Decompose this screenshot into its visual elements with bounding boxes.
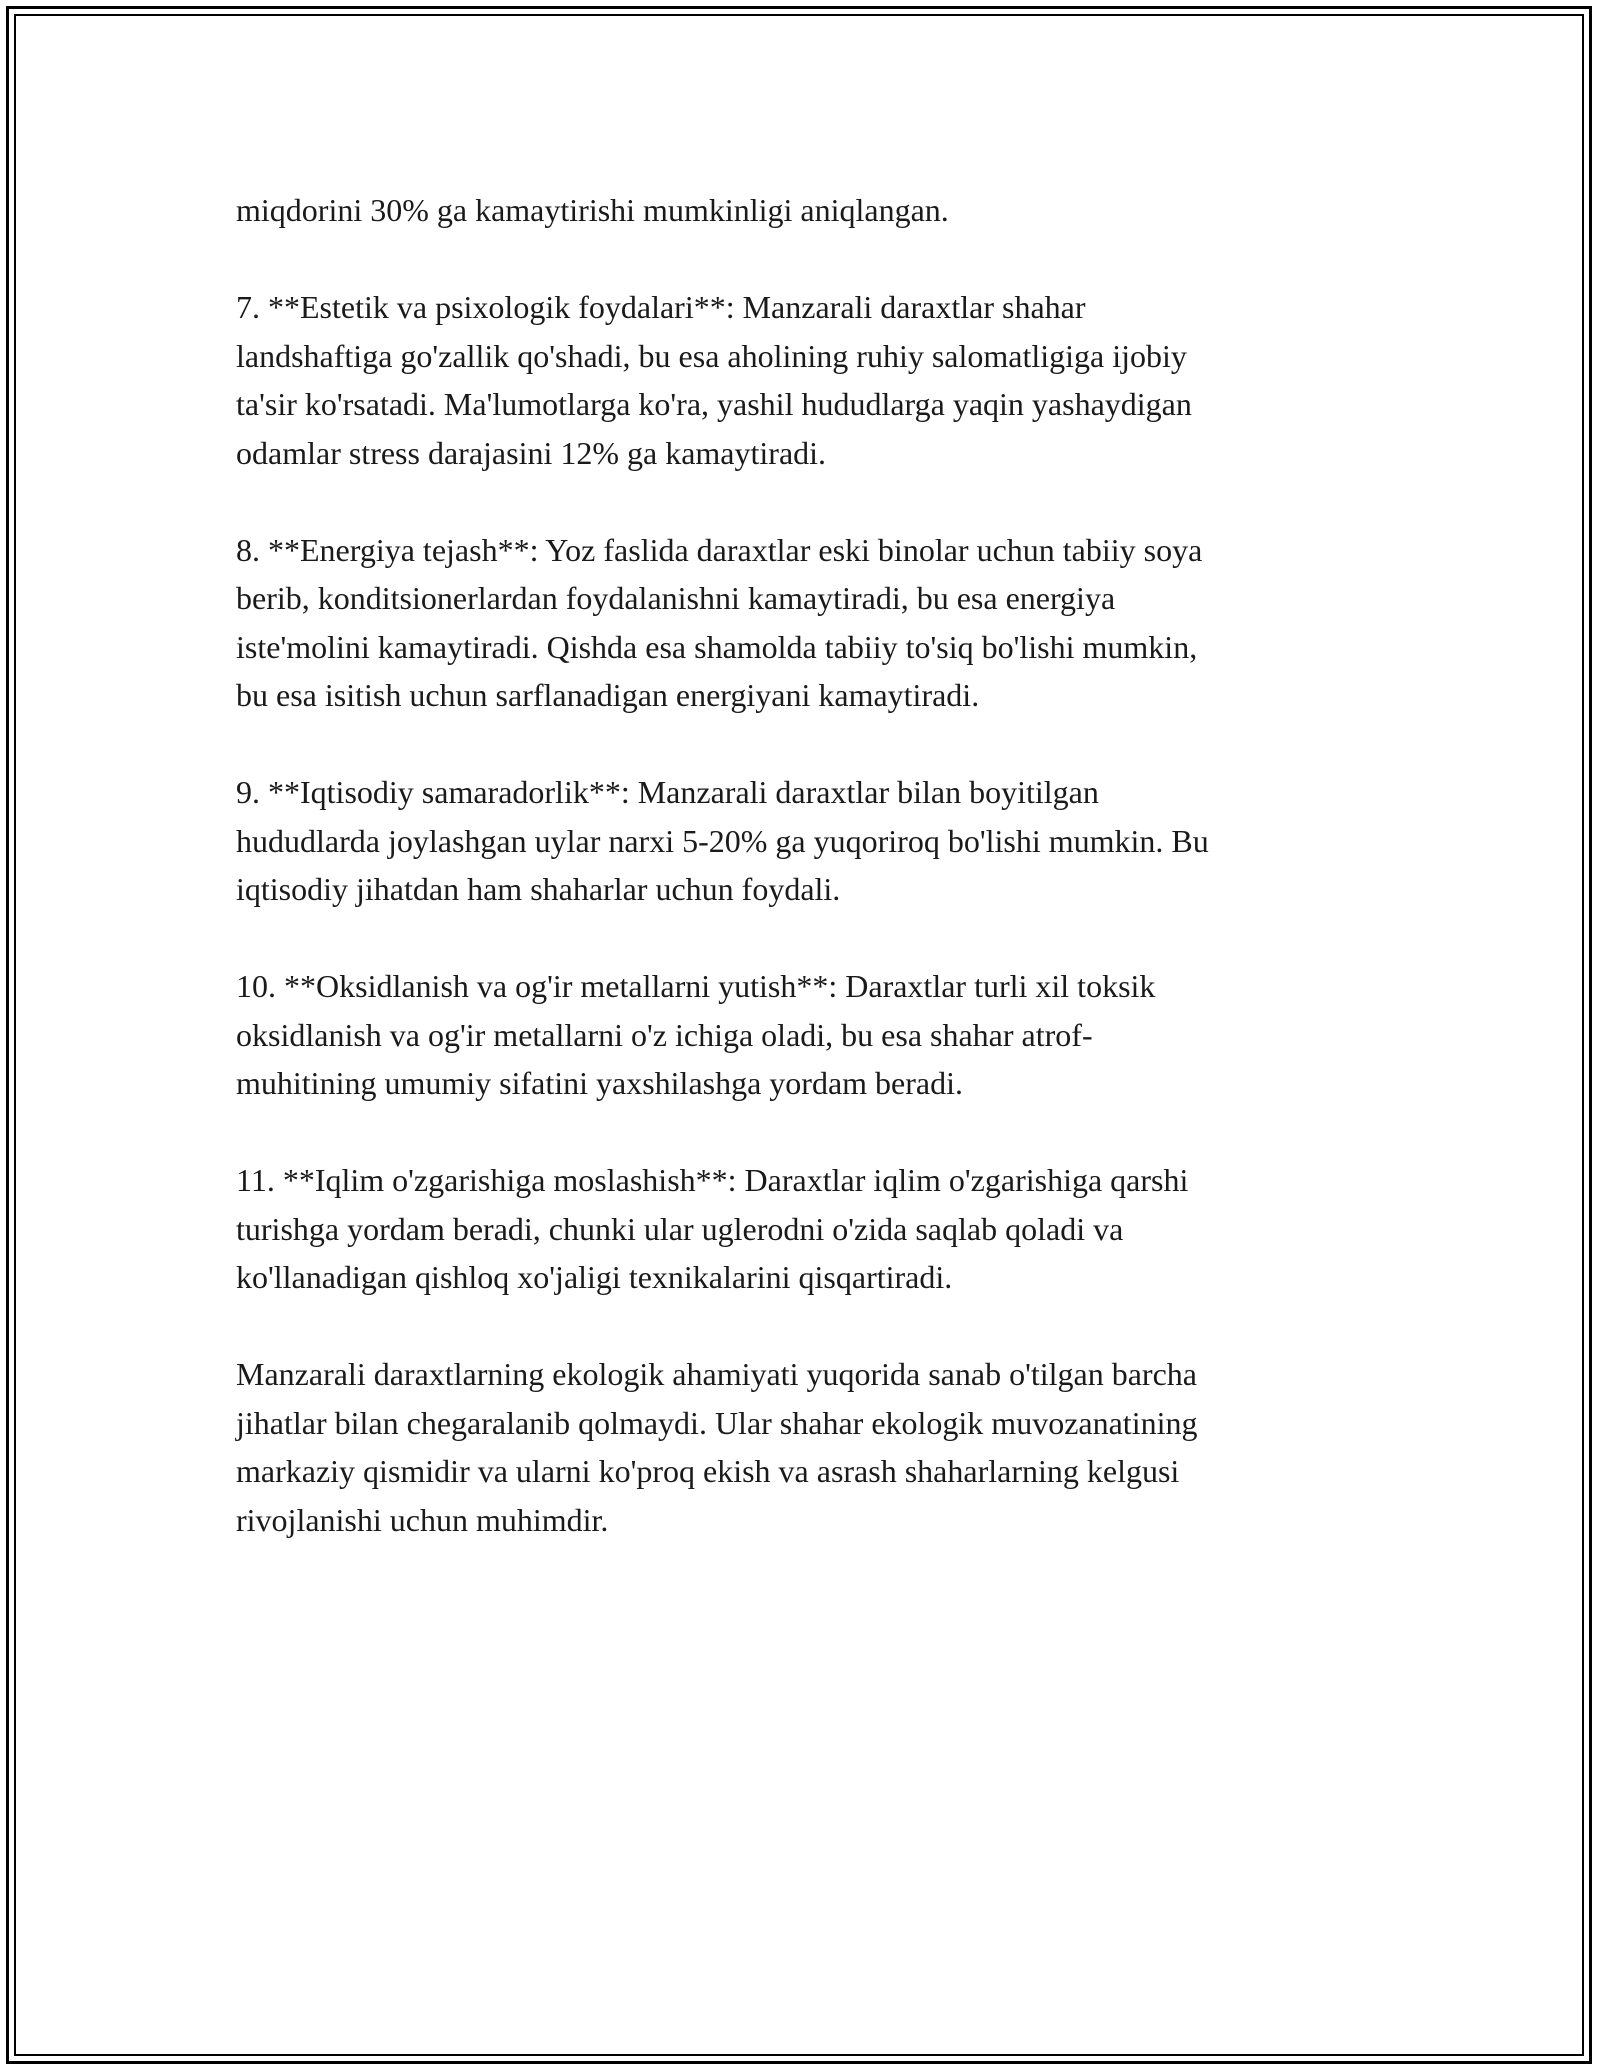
text-line: iqtisodiy jihatdan ham shaharlar uchun foydali. <box>236 871 841 907</box>
text-line: berib, konditsionerlardan foydalanishni kamaytiradi, bu esa energiya <box>236 580 1116 616</box>
text-line: markaziy qismidir va ularni ko'proq ekish va asrash shaharlarning kelgusi <box>236 1453 1180 1489</box>
text-line: ta'sir ko'rsatadi. Ma'lumotlarga ko'ra, yashil hududlarga yaqin yashaydigan <box>236 386 1192 422</box>
text-line: 8. **Energiya tejash**: Yoz faslida daraxtlar eski binolar uchun tabiiy soya <box>236 531 1203 568</box>
paragraph-item-10 <box>236 962 1366 1108</box>
paragraph-conclusion <box>236 1350 1366 1544</box>
paragraph-item-9 <box>236 768 1366 914</box>
text-line: bu esa isitish uchun sarflanadigan energiyani kamaytiradi. <box>236 677 980 713</box>
paragraph-item-11 <box>236 1156 1366 1302</box>
text-line: ko'llanadigan qishloq xo'jaligi texnikalarini qisqartiradi. <box>236 1259 953 1295</box>
text-line: 9. **Iqtisodiy samaradorlik**: Manzarali daraxtlar bilan boyitilgan <box>236 774 1099 810</box>
text-line: odamlar stress darajasini 12% ga kamaytiradi. <box>236 434 827 471</box>
text-line: 11. **Iqlim o'zgarishiga moslashish**: Daraxtlar iqlim o'zgarishiga qarshi <box>236 1162 1189 1198</box>
text-line: landshaftiga go'zallik qo'shadi, bu esa aholining ruhiy salomatligiga ijobiy <box>236 337 1187 374</box>
paragraph-item-8 <box>236 526 1366 720</box>
text-line: Manzarali daraxtlarning ekologik ahamiyati yuqorida sanab o'tilgan barcha <box>236 1356 1197 1392</box>
text-line: iste'molini kamaytiradi. Qishda esa shamolda tabiiy to'siq bo'lishi mumkin, <box>236 628 1198 665</box>
text-line: oksidlanish va og'ir metallarni o'z ichiga oladi, bu esa shahar atrof- <box>236 1016 1093 1053</box>
text-line: turishga yordam beradi, chunki ular uglerodni o'zida saqlab qoladi va <box>236 1210 1124 1247</box>
text-line: rivojlanishi uchun muhimdir. <box>236 1501 609 1538</box>
text-line: muhitining umumiy sifatini yaxshilashga yordam beradi. <box>236 1065 963 1101</box>
paragraph-item-7 <box>236 283 1366 477</box>
paragraph-intro-continuation <box>236 186 1366 235</box>
text-line: hududlarda joylashgan uylar narxi 5-20% ga yuqoriroq bo'lishi mumkin. Bu <box>236 822 1209 859</box>
document-body <box>236 186 1366 1593</box>
text-line: jihatlar bilan chegaralanib qolmaydi. Ular shahar ekologik muvozanatining <box>236 1404 1198 1441</box>
text-line: miqdorini 30% ga kamaytirishi mumkinligi aniqlangan. <box>236 192 949 228</box>
text-line: 7. **Estetik va psixologik foydalari**: Manzarali daraxtlar shahar <box>236 289 1086 325</box>
text-line: 10. **Oksidlanish va og'ir metallarni yutish**: Daraxtlar turli xil toksik <box>236 968 1156 1004</box>
